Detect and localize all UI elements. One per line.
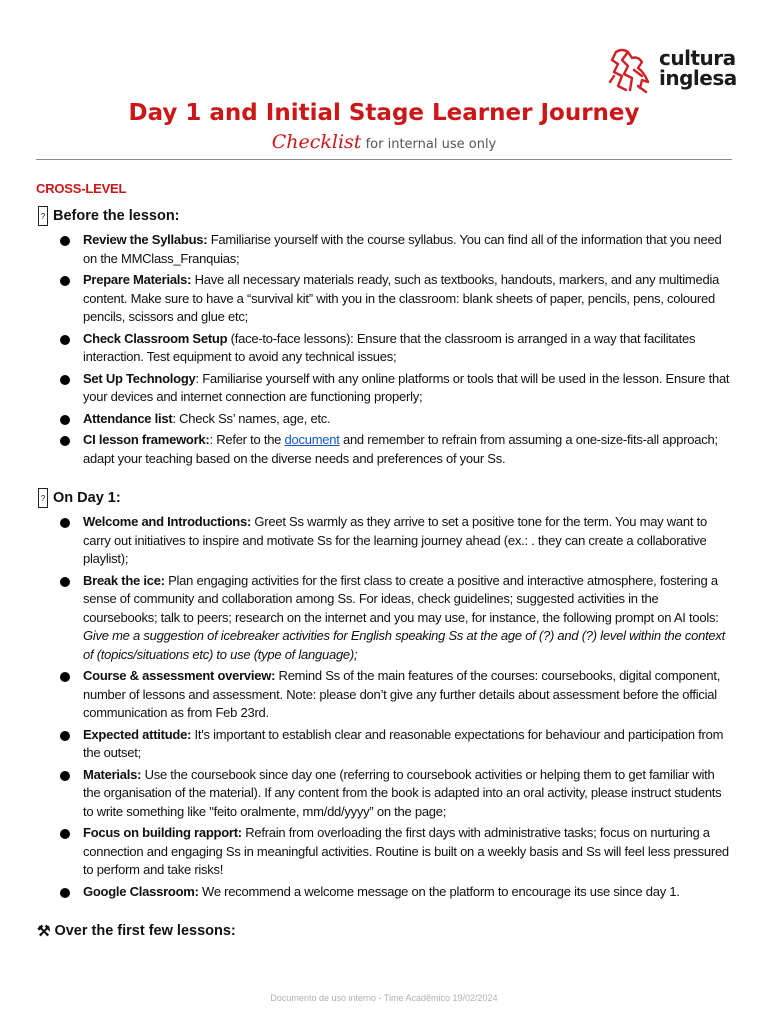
list-item [36,766,732,822]
item-lead: Break the ice: [83,572,165,588]
item-text: : Familiarise yourself with any online platforms or tools that will be used in the lesson. Ensure that your devices and internet connection are functioning properly; [83,370,730,404]
item-text: We recommend a welcome message on the platform to encourage its use since day 1. [198,883,680,899]
item-lead: Expected attitude: [83,726,192,742]
item-lead: Prepare Materials: [83,272,192,287]
heading-before-lesson [36,205,732,227]
logo-word-cultura: cultura [659,46,736,70]
checkbox-icon: ? [38,206,48,226]
item-lead: Welcome and Introductions: [83,514,252,529]
header-divider [36,159,732,160]
item-lead: Check Classroom Setup [83,330,228,346]
list-item [36,431,732,468]
list-item [36,410,732,429]
item-text: It's important to establish clear and reasonable expectations for behaviour and participation from the outset; [83,726,724,760]
document-link[interactable]: document [284,432,340,447]
item-lead: Focus on building rapport: [83,825,242,840]
list-item [36,271,732,327]
item-lead: Google Classroom: [83,883,199,899]
list-item [36,330,732,367]
list-item [36,824,732,880]
before-lesson-list [36,231,732,468]
heading-text: Over the first few lessons: [54,923,236,939]
item-text: Use the coursebook since day one (referring to coursebook activities or helping them to get familiar with the organisation of the material). If any content from the book is adapted into an oral activity, please instruct students to write something like "feito oralmente, mm/dd/yyyy” on the page; [83,766,722,819]
lion-logo-icon [608,46,656,96]
item-lead: Course & assessment overview: [83,668,276,683]
item-text: Familiarise yourself with the course syllabus. You can find all of the information that you need on the MMClass_Franquias; [83,232,722,266]
list-item [36,726,732,763]
heading-first-few-lessons [36,920,732,942]
item-text: : Check Ss’ names, age, etc. [172,410,331,426]
cultura-inglesa-logo [608,44,737,98]
list-item [36,883,732,902]
list-item [36,572,732,665]
page-title: Day 1 and Initial Stage Learner Journey [128,100,640,126]
item-text: Remind Ss of the main features of the courses: coursebooks, digital component, number of lessons and assessment. Note: please don’t give any further details about assessment before the official communication as from Feb 23rd. [83,668,721,720]
hammer-pick-icon: ⚒ [37,923,51,940]
ai-prompt-text: Give me a suggestion of icebreaker activities for English speaking Ss at the age of (?) and (?) level within the context of (topics/situations etc) to use (type of language); [83,628,726,662]
item-lead: Attendance list [83,410,173,426]
checkbox-icon: ? [38,488,48,508]
item-lead: Materials: [83,766,142,782]
heading-text: On Day 1: [53,490,121,506]
list-item [36,513,732,569]
page-subtitle [0,131,768,153]
list-item [36,370,732,407]
item-text: Refrain from overloading the first days with administrative tasks; focus on nurturing a connection and engaging Ss in meaningful activities. Routine is built on a weekly basis and Ss will feel less pressured to perform and take risks! [83,825,729,877]
subtitle-checklist: Checklist [271,131,362,153]
checklist-body [36,181,732,942]
logo-word-inglesa: inglesa [659,66,737,90]
item-lead: Review the Syllabus: [83,232,208,247]
item-text: (face-to-face lessons): Ensure that the classroom is arranged in a way that facilitates interaction. Test equipment to avoid any technical issues; [83,330,696,364]
list-item [36,667,732,723]
day-1-list [36,513,732,901]
subtitle-internal-use: for internal use only [361,137,497,152]
item-text: Plan engaging activities for the first class to create a positive and interactive atmosphere, fostering a sense of community and collaboration among Ss. For ideas, check guidelines; suggested activities in the coursebooks; talk to peers; research on the internet and you may use, for instance, the following prompt on AI tools: [83,572,719,625]
item-text: Have all necessary materials ready, such as textbooks, handouts, markers, and any multimedia content. Make sure to have a “survival kit” with you in the classroom: blank sheets of paper, pencils, pens, coloured pencils, scissors and glue etc; [83,272,720,324]
page-footer: Documento de uso interno - Time Acadêmico 19/02/2024 [270,993,498,1003]
item-text: : Refer to the [209,432,285,447]
section-label-cross-level: CROSS-LEVEL [36,181,127,196]
item-text: and remember to refrain from assuming a one-size-fits-all approach; adapt your teaching based on the diverse needs and preferences of your Ss. [83,432,718,466]
item-lead: CI lesson framework: [83,432,210,447]
heading-text: Before the lesson: [53,208,180,224]
item-text: Greet Ss warmly as they arrive to set a positive tone for the term. You may want to carry out initiatives to inspire and motivate Ss for the learning journey ahead (ex.: . they can create a collaborative playlist); [83,514,707,566]
heading-on-day-1 [36,487,732,509]
item-lead: Set Up Technology [83,370,196,386]
list-item [36,231,732,268]
